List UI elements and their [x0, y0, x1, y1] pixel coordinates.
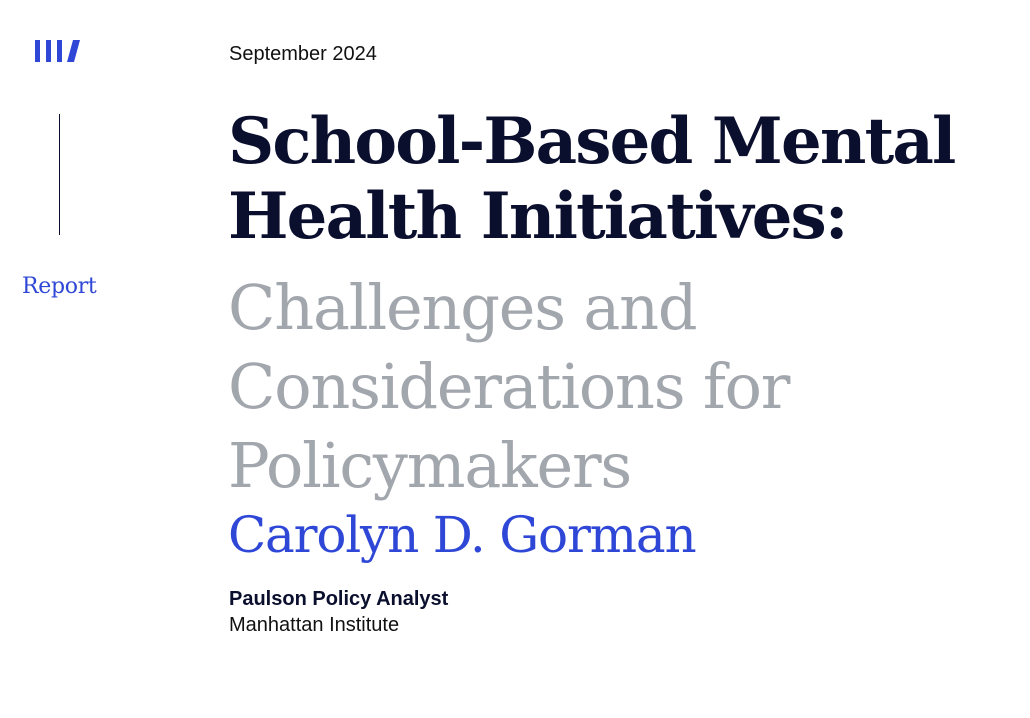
publisher-logo-icon: [35, 40, 85, 62]
report-subtitle: [228, 268, 1018, 505]
author-name: Carolyn D. Gorman: [228, 506, 696, 564]
report-subtitle-line: Challenges and: [228, 271, 697, 344]
author-organization: Manhattan Institute: [229, 614, 400, 636]
document-type-label: Report: [22, 274, 97, 299]
report-subtitle-line: Considerations for: [228, 350, 790, 423]
report-subtitle-line: Policymakers: [228, 429, 632, 502]
report-title: [228, 104, 1018, 254]
author-role: Paulson Policy Analyst: [229, 588, 449, 610]
sidebar-divider: [59, 114, 60, 235]
report-title-line: Health Initiatives:: [228, 179, 847, 254]
publication-date: September 2024: [229, 43, 377, 65]
report-title-line: School-Based Mental: [228, 104, 955, 179]
